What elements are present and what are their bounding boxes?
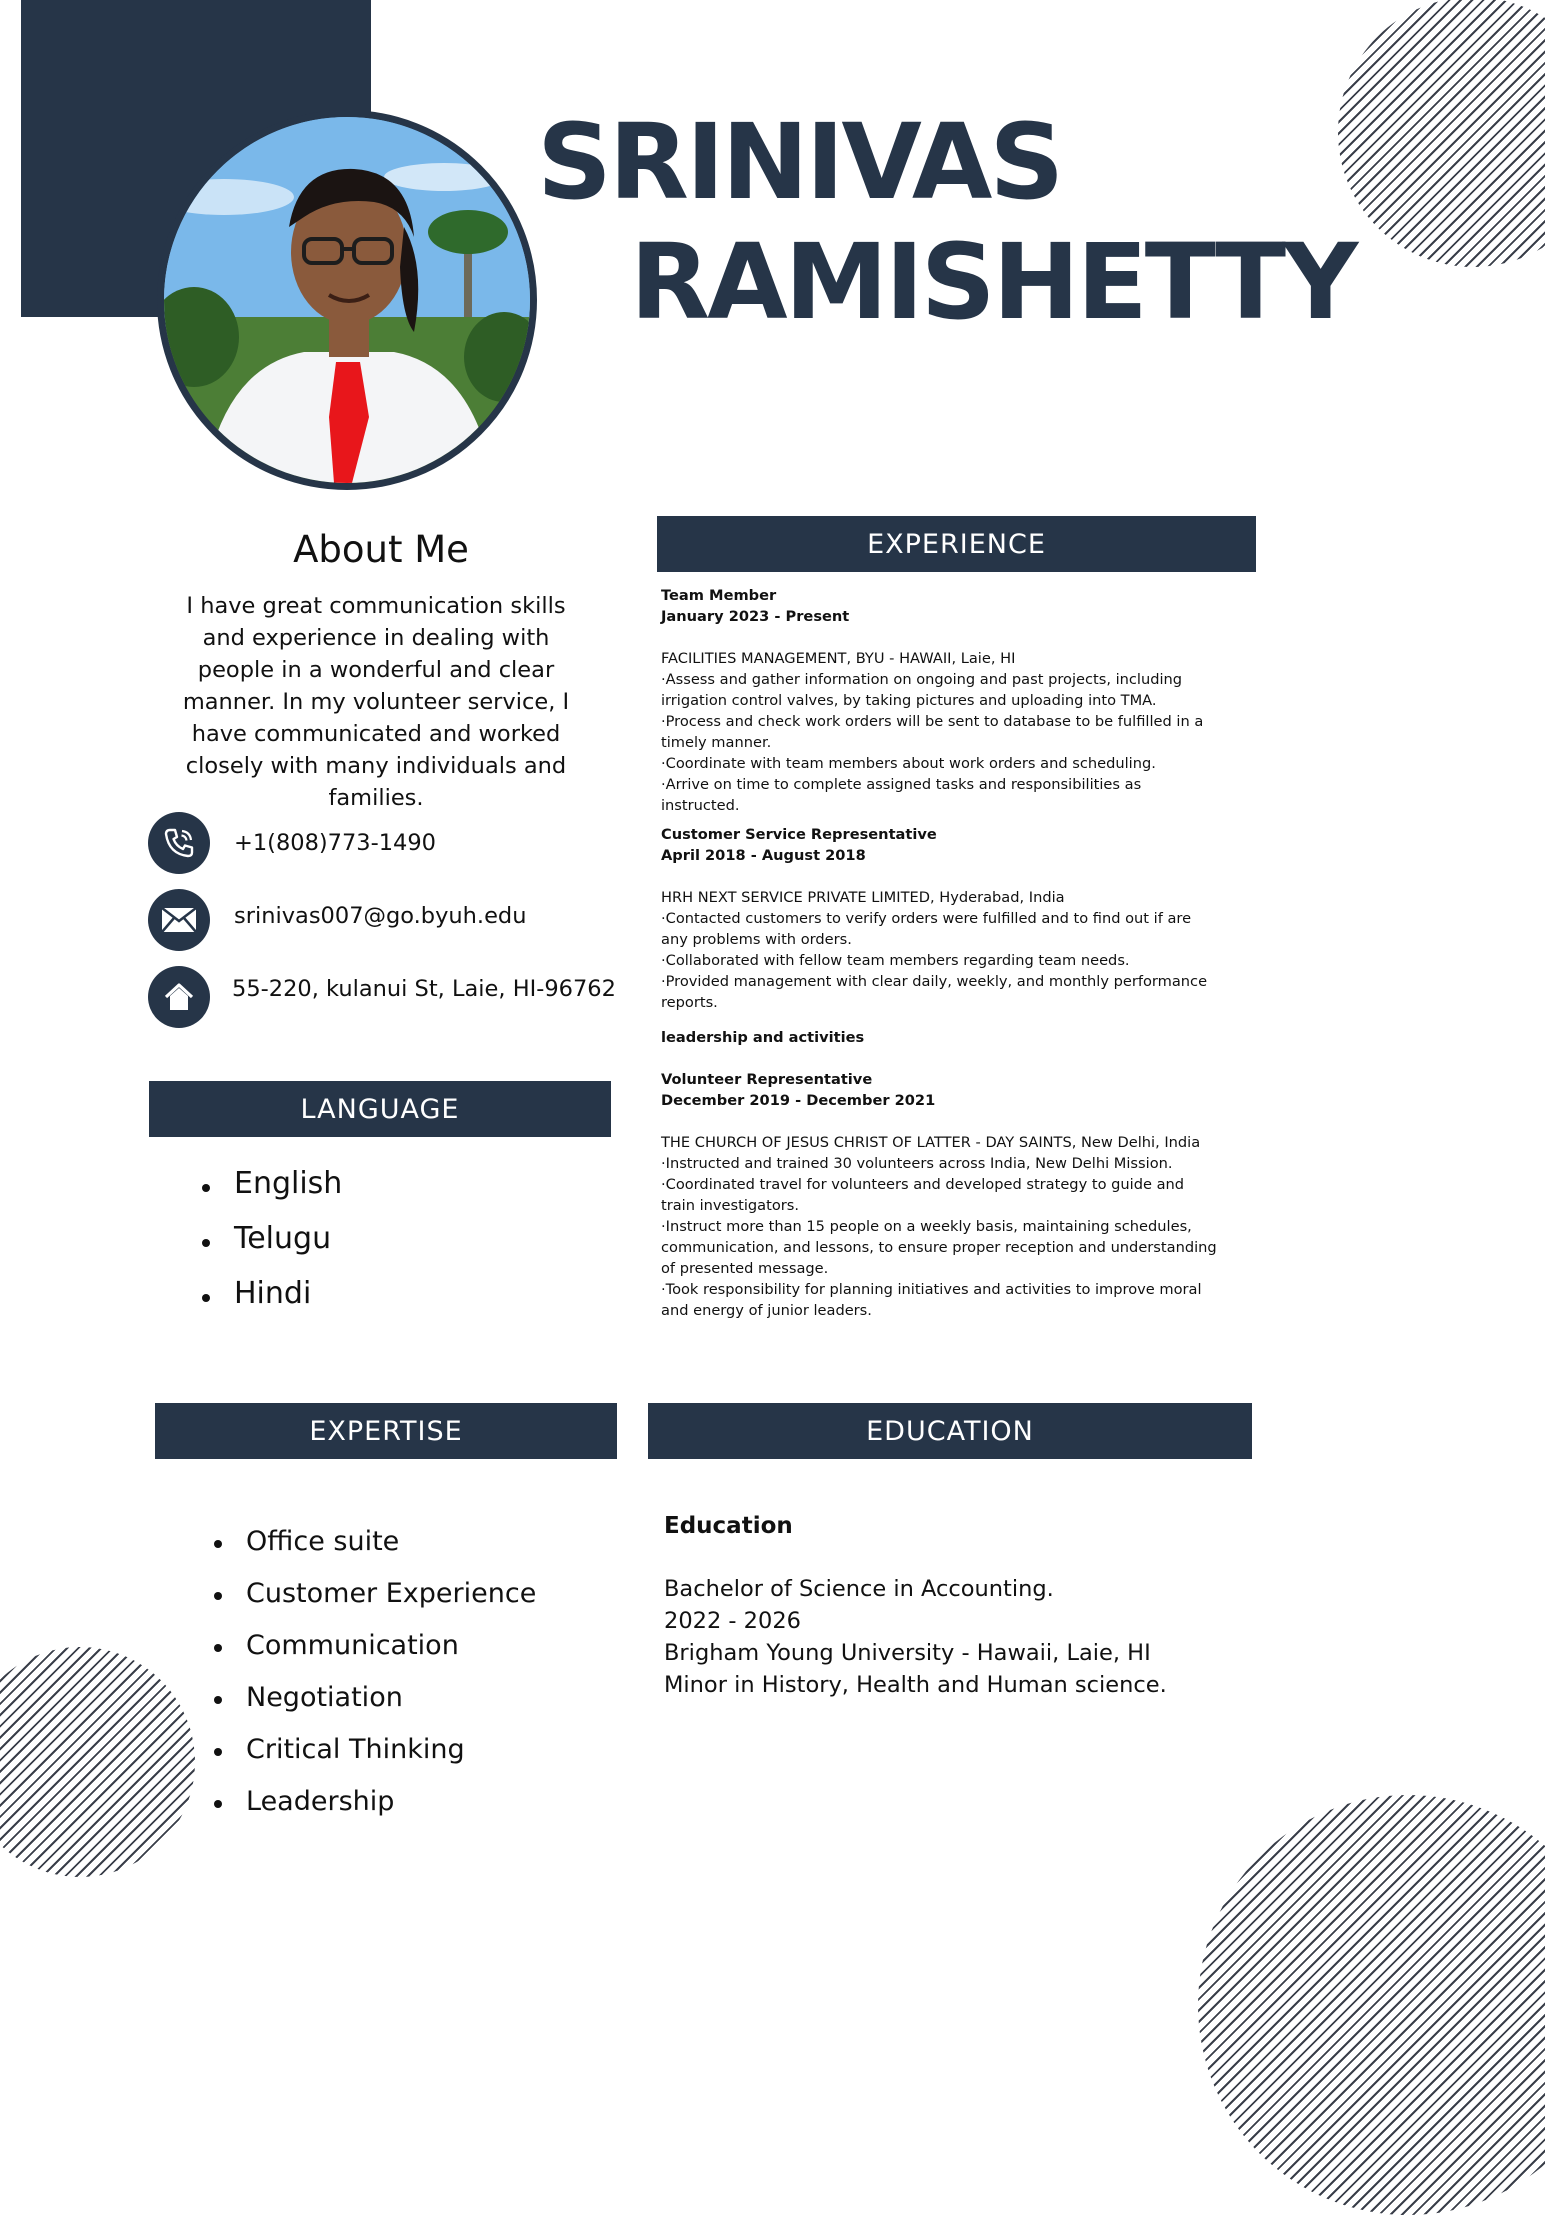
job-entry — [661, 1069, 1221, 1321]
job-organization: HRH NEXT SERVICE PRIVATE LIMITED, Hyderabad, India — [661, 889, 1065, 906]
list-item: Customer Experience — [214, 1578, 614, 1630]
job-entry — [661, 824, 1221, 1013]
expertise-list — [214, 1526, 614, 1838]
education-school: Brigham Young University - Hawaii, Laie, HI — [664, 1640, 1151, 1666]
last-name: RAMISHETTY — [630, 221, 1356, 343]
education-degree: Bachelor of Science in Accounting. — [664, 1576, 1054, 1602]
job-role: Team Member — [661, 587, 777, 604]
hatched-circle-decoration — [1338, 0, 1545, 267]
expertise-section-header: EXPERTISE — [155, 1403, 617, 1459]
job-organization: FACILITIES MANAGEMENT, BYU - HAWAII, Laie, HI — [661, 650, 1016, 667]
education-years: 2022 - 2026 — [664, 1608, 801, 1634]
job-bullet: ·Contacted customers to verify orders were fulfilled and to find out if are any problems with orders. — [661, 910, 1192, 948]
hatched-circle-decoration — [1198, 1795, 1545, 2215]
about-title: About Me — [293, 528, 469, 571]
job-bullet: ·Provided management with clear daily, weekly, and monthly performance reports. — [661, 973, 1208, 1011]
language-list — [202, 1166, 582, 1331]
about-body: I have great communication skills and experience in dealing with people in a wonderful and clear manner. In my volunteer service, I have communicated and worked closely with many individuals and families. — [182, 593, 570, 811]
first-name: SRINIVAS — [537, 101, 1062, 223]
job-bullet: ·Coordinate with team members about work orders and scheduling. — [661, 755, 1156, 772]
home-icon — [148, 966, 210, 1028]
job-entry — [661, 585, 1221, 816]
profile-photo-illustration — [164, 117, 530, 483]
phone-number: +1(808)773-1490 — [234, 830, 436, 856]
job-role: Customer Service Representative — [661, 826, 937, 843]
job-dates: December 2019 - December 2021 — [661, 1092, 936, 1109]
job-bullet: ·Instructed and trained 30 volunteers across India, New Delhi Mission. — [661, 1155, 1173, 1172]
education-heading: Education — [664, 1513, 793, 1539]
list-item: Telugu — [202, 1221, 582, 1276]
experience-content — [661, 585, 1221, 1329]
language-section-header: LANGUAGE — [149, 1081, 611, 1137]
education-section-header: EDUCATION — [648, 1403, 1252, 1459]
list-item: Communication — [214, 1630, 614, 1682]
list-item: Critical Thinking — [214, 1734, 614, 1786]
list-item: Office suite — [214, 1526, 614, 1578]
job-dates: January 2023 - Present — [661, 608, 850, 625]
hatched-circle-decoration — [0, 1647, 195, 1877]
job-bullet: ·Took responsibility for planning initiatives and activities to improve moral and energy of junior leaders. — [661, 1281, 1202, 1319]
job-role: Volunteer Representative — [661, 1071, 873, 1088]
experience-section-header: EXPERIENCE — [657, 516, 1256, 572]
job-bullet: ·Arrive on time to complete assigned tasks and responsibilities as instructed. — [661, 776, 1142, 814]
leadership-heading: leadership and activities — [661, 1029, 865, 1046]
job-bullet: ·Instruct more than 15 people on a weekly basis, maintaining schedules, communication, and lessons, to ensure proper reception and understanding of presented message. — [661, 1218, 1217, 1277]
home-address: 55-220, kulanui St, Laie, HI-96762 — [232, 976, 616, 1002]
job-dates: April 2018 - August 2018 — [661, 847, 866, 864]
list-item: Negotiation — [214, 1682, 614, 1734]
job-bullet: ·Coordinated travel for volunteers and developed strategy to guide and train investigators. — [661, 1176, 1185, 1214]
mail-icon — [148, 889, 210, 951]
job-bullet: ·Assess and gather information on ongoing and past projects, including irrigation control valves, by taking pictures and uploading into TMA. — [661, 671, 1183, 709]
list-item: Hindi — [202, 1276, 582, 1331]
education-content — [664, 1513, 1254, 1701]
email-address: srinivas007@go.byuh.edu — [234, 903, 527, 929]
phone-icon — [148, 812, 210, 874]
job-organization: THE CHURCH OF JESUS CHRIST OF LATTER - DAY SAINTS, New Delhi, India — [661, 1134, 1201, 1151]
list-item: English — [202, 1166, 582, 1221]
list-item: Leadership — [214, 1786, 614, 1838]
job-bullet: ·Process and check work orders will be sent to database to be fulfilled in a timely manner. — [661, 713, 1204, 751]
job-bullet: ·Collaborated with fellow team members regarding team needs. — [661, 952, 1130, 969]
profile-photo — [157, 110, 537, 490]
education-minor: Minor in History, Health and Human science. — [664, 1672, 1167, 1698]
